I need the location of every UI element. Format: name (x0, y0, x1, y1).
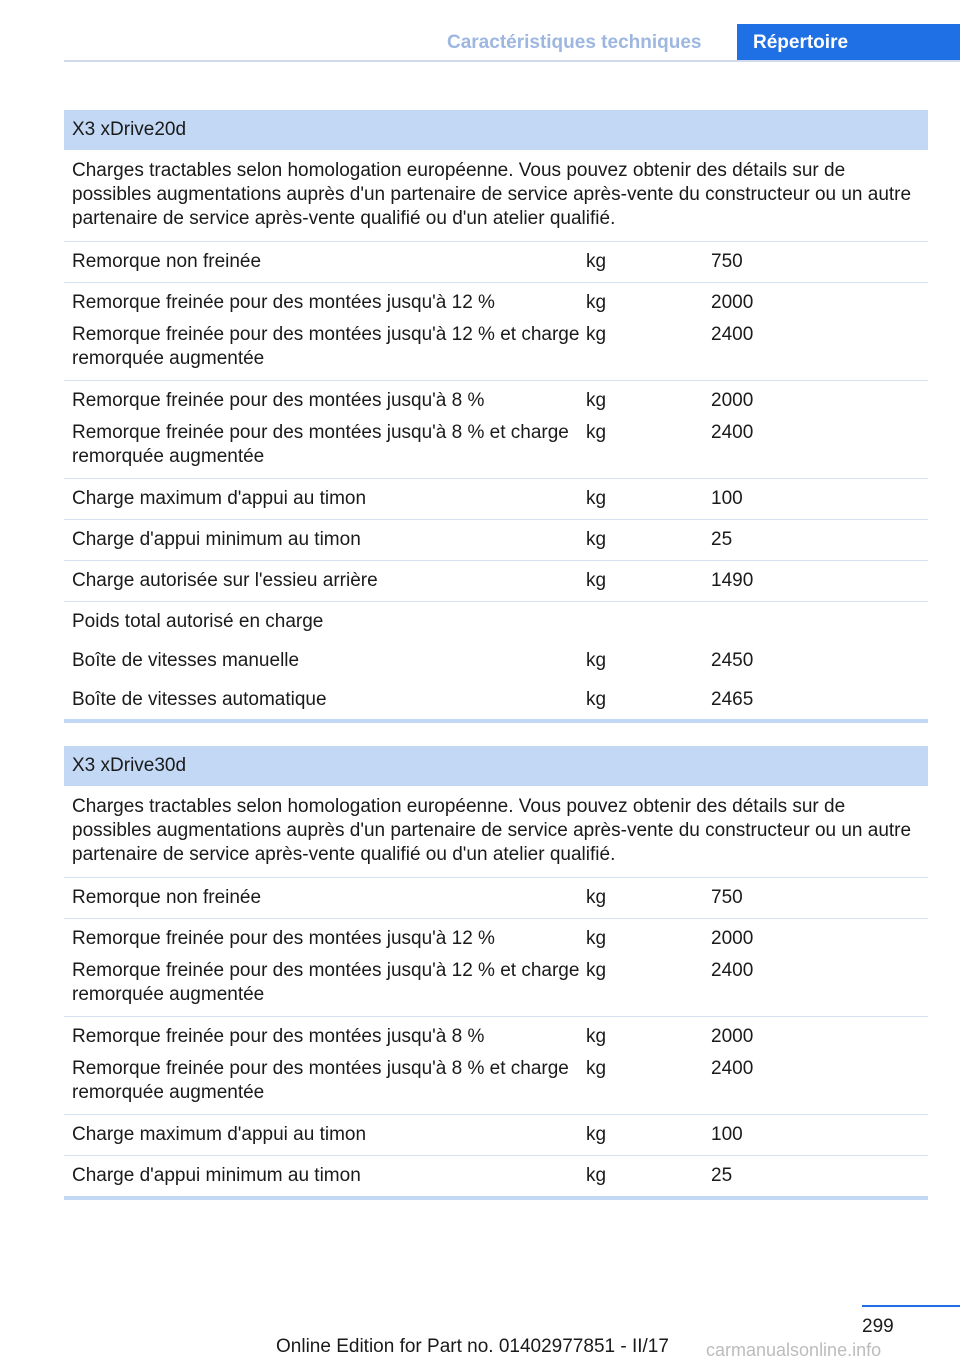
row-value: 100 (711, 1124, 743, 1145)
row-label: Remorque freinée pour des montées jusqu'à 8 % (72, 1026, 485, 1047)
row-label: Remorque freinée pour des montées jusqu'à 8 % (72, 390, 485, 411)
row-value: 1490 (711, 570, 754, 591)
row-value: 2000 (711, 390, 754, 411)
row-unit: kg (586, 529, 607, 550)
row-label: Remorque freinée pour des montées jusqu'à 8 % et charge remorquée augmentée (72, 422, 569, 467)
row-label: Remorque freinée pour des montées jusqu'à 12 % et charge remorquée augmentée (72, 960, 580, 1005)
edition-note: Online Edition for Part no. 01402977851 - II/17 (276, 1336, 669, 1357)
table-row (64, 602, 928, 641)
row-label: Charge autorisée sur l'essieu arrière (72, 570, 378, 591)
row-label: Boîte de vitesses automatique (72, 689, 327, 710)
row-label: Remorque freinée pour des montées jusqu'à 12 % (72, 292, 495, 313)
table-row (64, 242, 928, 283)
row-unit (586, 610, 711, 634)
row-label: Remorque non freinée (72, 251, 262, 272)
table-row (64, 479, 928, 520)
row-value: 750 (711, 887, 743, 908)
row-unit: kg (586, 570, 607, 591)
table-row (64, 561, 928, 602)
spec-table-xdrive20d (64, 110, 928, 723)
row-unit: kg (586, 251, 607, 272)
row-unit: kg (586, 928, 607, 949)
page-number-rule (862, 1305, 960, 1307)
row-value: 750 (711, 251, 743, 272)
row-value (711, 610, 928, 634)
row-label: Charge maximum d'appui au timon (72, 1124, 367, 1145)
row-label: Charge maximum d'appui au timon (72, 488, 367, 509)
row-label: Boîte de vitesses manuelle (72, 650, 300, 671)
row-label: Poids total autorisé en charge (72, 611, 324, 632)
row-unit: kg (586, 292, 607, 313)
spec-table-xdrive30d (64, 746, 928, 1200)
row-value: 25 (711, 529, 733, 550)
row-value: 2000 (711, 292, 754, 313)
row-label: Charge d'appui minimum au timon (72, 529, 361, 550)
tab-repertoire[interactable]: Répertoire (737, 24, 960, 62)
table-intro: Charges tractables selon homologation européenne. Vous pouvez obtenir des détails sur de possibles augmentations auprès d'un partenaire de service après-vente du constructeur ou un autre partenaire de service après-vente qualifié ou d'un atelier qualifié. (64, 150, 928, 242)
row-label: Remorque freinée pour des montées jusqu'à 8 % et charge remorquée augmentée (72, 1058, 569, 1103)
row-unit: kg (586, 422, 607, 443)
row-label: Charge d'appui minimum au timon (72, 1165, 361, 1186)
row-unit: kg (586, 689, 607, 710)
section-title[interactable]: Caractéristiques techniques (447, 32, 702, 53)
row-unit: kg (586, 324, 607, 345)
table-row (64, 641, 928, 680)
row-unit: kg (586, 1124, 607, 1145)
row-value: 2400 (711, 324, 754, 345)
table-title: X3 xDrive20d (64, 110, 928, 150)
row-label: Remorque non freinée (72, 887, 262, 908)
row-value: 25 (711, 1165, 733, 1186)
row-unit: kg (586, 887, 607, 908)
row-label: Remorque freinée pour des montées jusqu'à 12 % et charge remorquée augmentée (72, 324, 580, 369)
row-value: 2400 (711, 960, 754, 981)
row-unit: kg (586, 650, 607, 671)
row-unit: kg (586, 488, 607, 509)
table-row-group (64, 1017, 928, 1115)
table-row (64, 520, 928, 561)
table-row-group (64, 381, 928, 479)
row-value: 2450 (711, 650, 754, 671)
row-value: 2000 (711, 928, 754, 949)
page-number: 299 (862, 1316, 894, 1337)
table-title: X3 xDrive30d (64, 746, 928, 786)
row-unit: kg (586, 390, 607, 411)
row-value: 2400 (711, 422, 754, 443)
row-value: 2400 (711, 1058, 754, 1079)
table-row (64, 680, 928, 723)
table-row (64, 878, 928, 919)
row-value: 2000 (711, 1026, 754, 1047)
table-row (64, 1156, 928, 1200)
watermark: carmanualsonline.info (706, 1340, 882, 1360)
row-label: Remorque freinée pour des montées jusqu'à 12 % (72, 928, 495, 949)
row-unit: kg (586, 1165, 607, 1186)
table-row (64, 1115, 928, 1156)
table-row-group (64, 283, 928, 381)
header-divider (64, 60, 960, 62)
row-value: 2465 (711, 689, 754, 710)
table-intro: Charges tractables selon homologation européenne. Vous pouvez obtenir des détails sur de possibles augmentations auprès d'un partenaire de service après-vente du constructeur ou un autre partenaire de service après-vente qualifié ou d'un atelier qualifié. (64, 786, 928, 878)
row-value: 100 (711, 488, 743, 509)
table-row-group (64, 919, 928, 1017)
row-unit: kg (586, 960, 607, 981)
row-unit: kg (586, 1058, 607, 1079)
row-unit: kg (586, 1026, 607, 1047)
